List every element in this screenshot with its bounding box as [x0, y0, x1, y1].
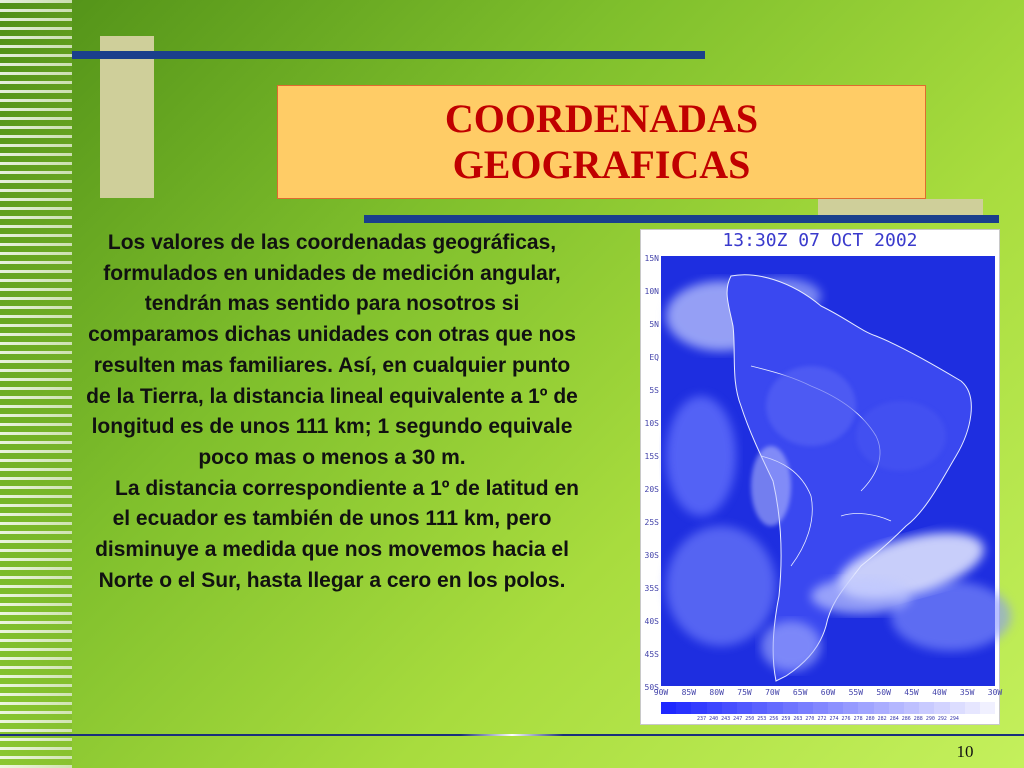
- colorbar-swatch: [676, 702, 691, 714]
- colorbar-swatch: [691, 702, 706, 714]
- latitude-label: 10N: [644, 287, 659, 296]
- page-number: 10: [956, 742, 974, 761]
- longitude-label: 55W: [848, 688, 864, 697]
- colorbar-swatch: [919, 702, 934, 714]
- longitude-label: 45W: [904, 688, 919, 697]
- slide-title-box: [277, 85, 926, 199]
- decorative-block-left: [100, 36, 154, 198]
- paragraph-1: Los valores de las coordenadas geográficas, formulados en unidades de medición angular, tendrán mas sentido para nosotros si comparamos dichas unidades con otras que nos resulten mas familiares. Así, en cualquier punto de la Tierra, la distancia lineal equivalente a 1º de longitud es de unos 111 km; 1 segundo equivale poco mas o menos a 30 m.: [86, 231, 578, 469]
- colorbar-swatch: [813, 702, 828, 714]
- latitude-label: 25S: [644, 518, 659, 527]
- latitude-label: 45S: [644, 650, 659, 659]
- colorbar-swatch: [707, 702, 722, 714]
- satellite-map: [640, 229, 1003, 725]
- longitude-label: 65W: [792, 688, 808, 697]
- latitude-label: 15N: [644, 254, 659, 263]
- top-navy-bar: [72, 51, 705, 59]
- longitude-label: 85W: [681, 688, 697, 697]
- slide-body-text: [82, 228, 582, 596]
- slide-title-line1: COORDENADAS: [444, 96, 759, 141]
- latitude-label: 30S: [644, 551, 659, 560]
- bottom-divider-line: [0, 734, 1024, 736]
- colorbar-swatch: [798, 702, 813, 714]
- colorbar-swatch: [965, 702, 980, 714]
- colorbar-labels: 237 240 243 247 250 253 256 259 263 270 272 274 276 278 280 282 284 286 288 290 292 294: [697, 716, 959, 722]
- longitude-label: 35W: [959, 688, 975, 697]
- paragraph-2: La distancia correspondiente a 1º de latitud en el ecuador es también de unos 111 km, pero disminuye a medida que nos movemos hacia el Norte o el Sur, hasta llegar a cero en los polos.: [95, 476, 579, 592]
- colorbar-swatch: [722, 702, 737, 714]
- south-america-svg: [661, 256, 995, 686]
- latitude-label: 5N: [649, 320, 659, 329]
- colorbar: [661, 702, 995, 714]
- colorbar-swatch: [934, 702, 949, 714]
- colorbar-swatch: [767, 702, 782, 714]
- map-timestamp: 13:30Z 07 OCT 2002: [722, 230, 918, 251]
- colorbar-swatch: [783, 702, 798, 714]
- latitude-label: 15S: [644, 452, 659, 461]
- longitude-label: 70W: [765, 688, 780, 697]
- longitude-label: 40W: [932, 688, 947, 697]
- latitude-label: EQ: [649, 353, 659, 362]
- colorbar-swatch: [661, 702, 676, 714]
- colorbar-swatch: [737, 702, 752, 714]
- colorbar-swatch: [950, 702, 965, 714]
- colorbar-swatch: [858, 702, 873, 714]
- latitude-label: 20S: [644, 485, 659, 494]
- mid-navy-bar: [364, 215, 999, 223]
- longitude-label: 80W: [709, 688, 724, 697]
- longitude-label: 60W: [820, 688, 836, 697]
- colorbar-swatch: [904, 702, 919, 714]
- stripes-fade: [0, 0, 72, 768]
- colorbar-swatch: [874, 702, 889, 714]
- satellite-image: [661, 256, 995, 686]
- colorbar-swatch: [980, 702, 995, 714]
- colorbar-swatch: [828, 702, 843, 714]
- slide-title-line2: GEOGRAFICAS: [452, 142, 751, 187]
- longitude-label: 30W: [987, 688, 1003, 697]
- longitude-label: 50W: [876, 688, 891, 697]
- latitude-label: 10S: [644, 419, 659, 428]
- colorbar-swatch: [889, 702, 904, 714]
- latitude-label: 50S: [644, 683, 659, 692]
- longitude-label: 90W: [653, 688, 669, 697]
- latitude-label: 40S: [644, 617, 659, 626]
- latitude-label: 5S: [649, 386, 659, 395]
- colorbar-swatch: [843, 702, 858, 714]
- colorbar-swatch: [752, 702, 767, 714]
- latitude-label: 35S: [644, 584, 659, 593]
- longitude-label: 75W: [737, 688, 752, 697]
